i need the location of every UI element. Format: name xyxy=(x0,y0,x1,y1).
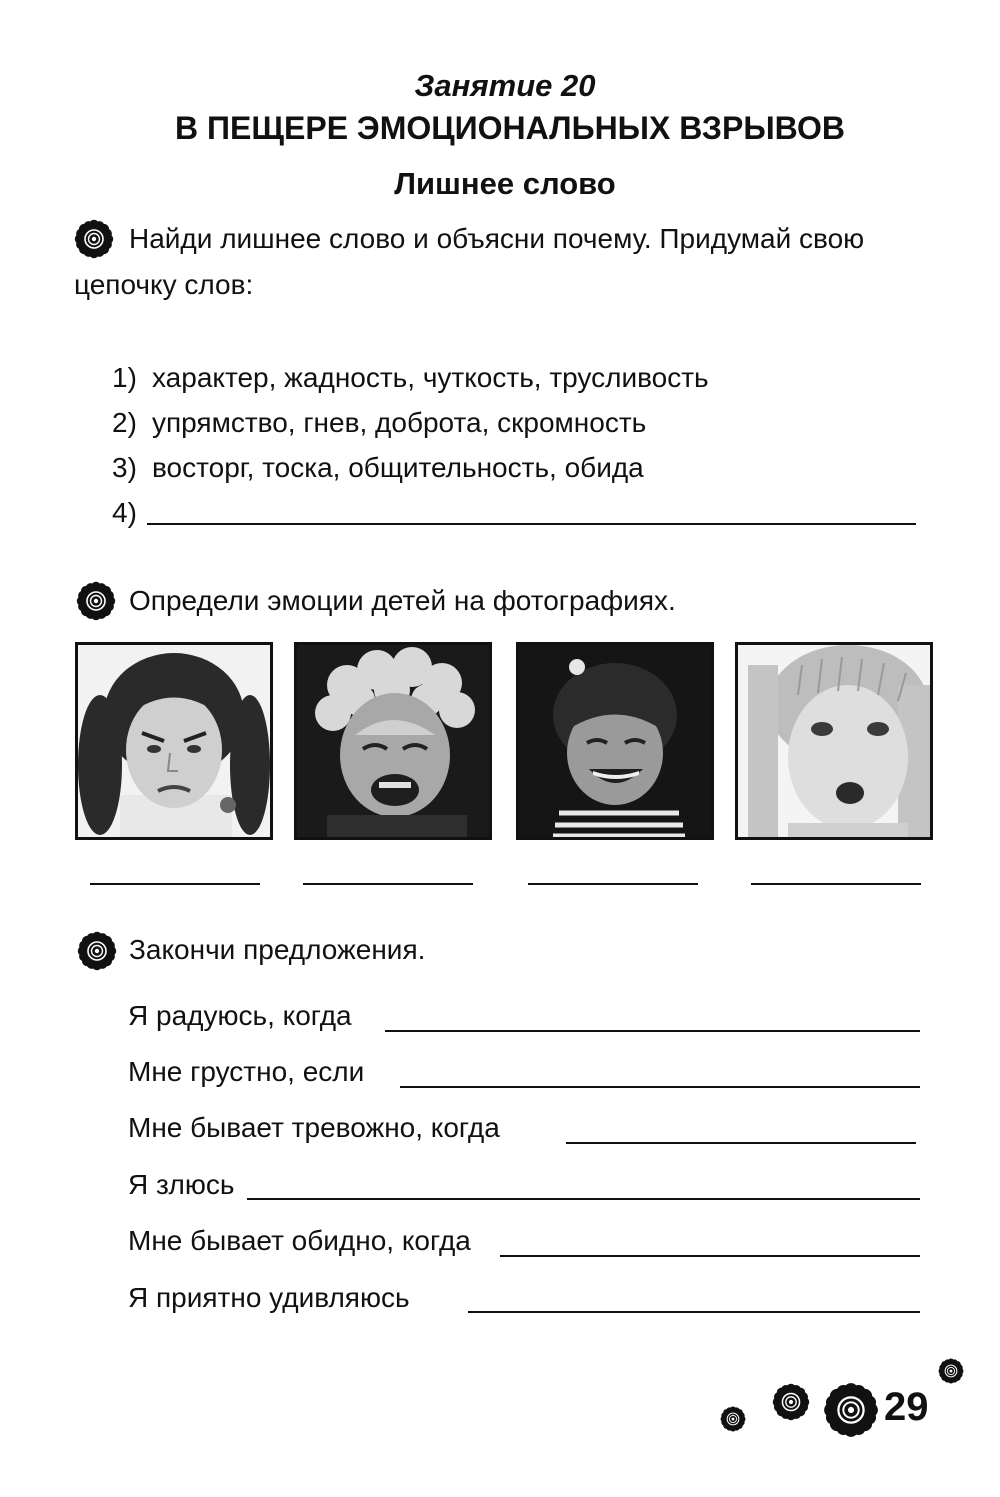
sentence-prompt: Мне бывает обидно, когда xyxy=(128,1225,471,1256)
flower-decoration-icon xyxy=(823,1382,879,1438)
list-item-text: восторг, тоска, общительность, обида xyxy=(152,452,644,483)
task1-instruction: Найди лишнее слово и объясни почему. Придумай свою цепочку слов: xyxy=(74,223,865,300)
flower-bullet-icon xyxy=(77,931,117,971)
sentence-prompt: Я приятно удивляюсь xyxy=(128,1282,410,1313)
list-item-text: характер, жадность, чуткость, трусливость xyxy=(152,362,709,393)
list-item-number: 3) xyxy=(112,452,137,483)
sentence-answer-line[interactable] xyxy=(247,1198,920,1200)
flower-bullet-icon xyxy=(76,581,116,621)
surprised-girl-photo xyxy=(735,642,933,840)
page-number: 29 xyxy=(884,1385,929,1429)
sentence-answer-line[interactable] xyxy=(500,1255,920,1257)
task2-instruction: Определи эмоции детей на фотографиях. xyxy=(129,585,676,616)
angry-girl-photo xyxy=(75,642,273,840)
emotion-answer-line-2[interactable] xyxy=(303,883,473,885)
laughing-girl-photo xyxy=(516,642,714,840)
list-item xyxy=(112,490,709,535)
own-chain-answer-line[interactable] xyxy=(147,523,916,525)
flower-decoration-icon xyxy=(772,1383,810,1421)
sentence-answer-line[interactable] xyxy=(566,1142,916,1144)
list-item-text: упрямство, гнев, доброта, скромность xyxy=(152,407,647,438)
list-item-number: 1) xyxy=(112,362,137,393)
sentence-prompt: Я радуюсь, когда xyxy=(128,1000,352,1031)
sentence-prompt: Мне бывает тревожно, когда xyxy=(128,1112,500,1143)
emotion-answer-line-3[interactable] xyxy=(528,883,698,885)
sentence-prompt: Я злюсь xyxy=(128,1169,235,1200)
list-item xyxy=(112,445,709,490)
list-item xyxy=(112,355,709,400)
task3-instruction: Закончи предложения. xyxy=(129,934,426,965)
sentence-answer-line[interactable] xyxy=(400,1086,920,1088)
sentence-prompt: Мне грустно, если xyxy=(128,1056,365,1087)
word-chain-list xyxy=(112,355,709,535)
sentence-answer-line[interactable] xyxy=(468,1311,920,1313)
page-title: В ПЕЩЕРЕ ЭМОЦИОНАЛЬНЫХ ВЗРЫВОВ xyxy=(175,110,845,146)
flower-decoration-icon xyxy=(938,1358,964,1384)
list-item xyxy=(112,400,709,445)
list-item-number: 4) xyxy=(112,497,137,528)
sentence-answer-line[interactable] xyxy=(385,1030,920,1032)
section-subtitle: Лишнее слово xyxy=(394,166,616,201)
crying-boy-photo xyxy=(294,642,492,840)
emotion-answer-line-4[interactable] xyxy=(751,883,921,885)
flower-decoration-icon xyxy=(720,1406,746,1432)
emotion-answer-line-1[interactable] xyxy=(90,883,260,885)
lesson-number: Занятие 20 xyxy=(414,68,596,103)
list-item-number: 2) xyxy=(112,407,137,438)
